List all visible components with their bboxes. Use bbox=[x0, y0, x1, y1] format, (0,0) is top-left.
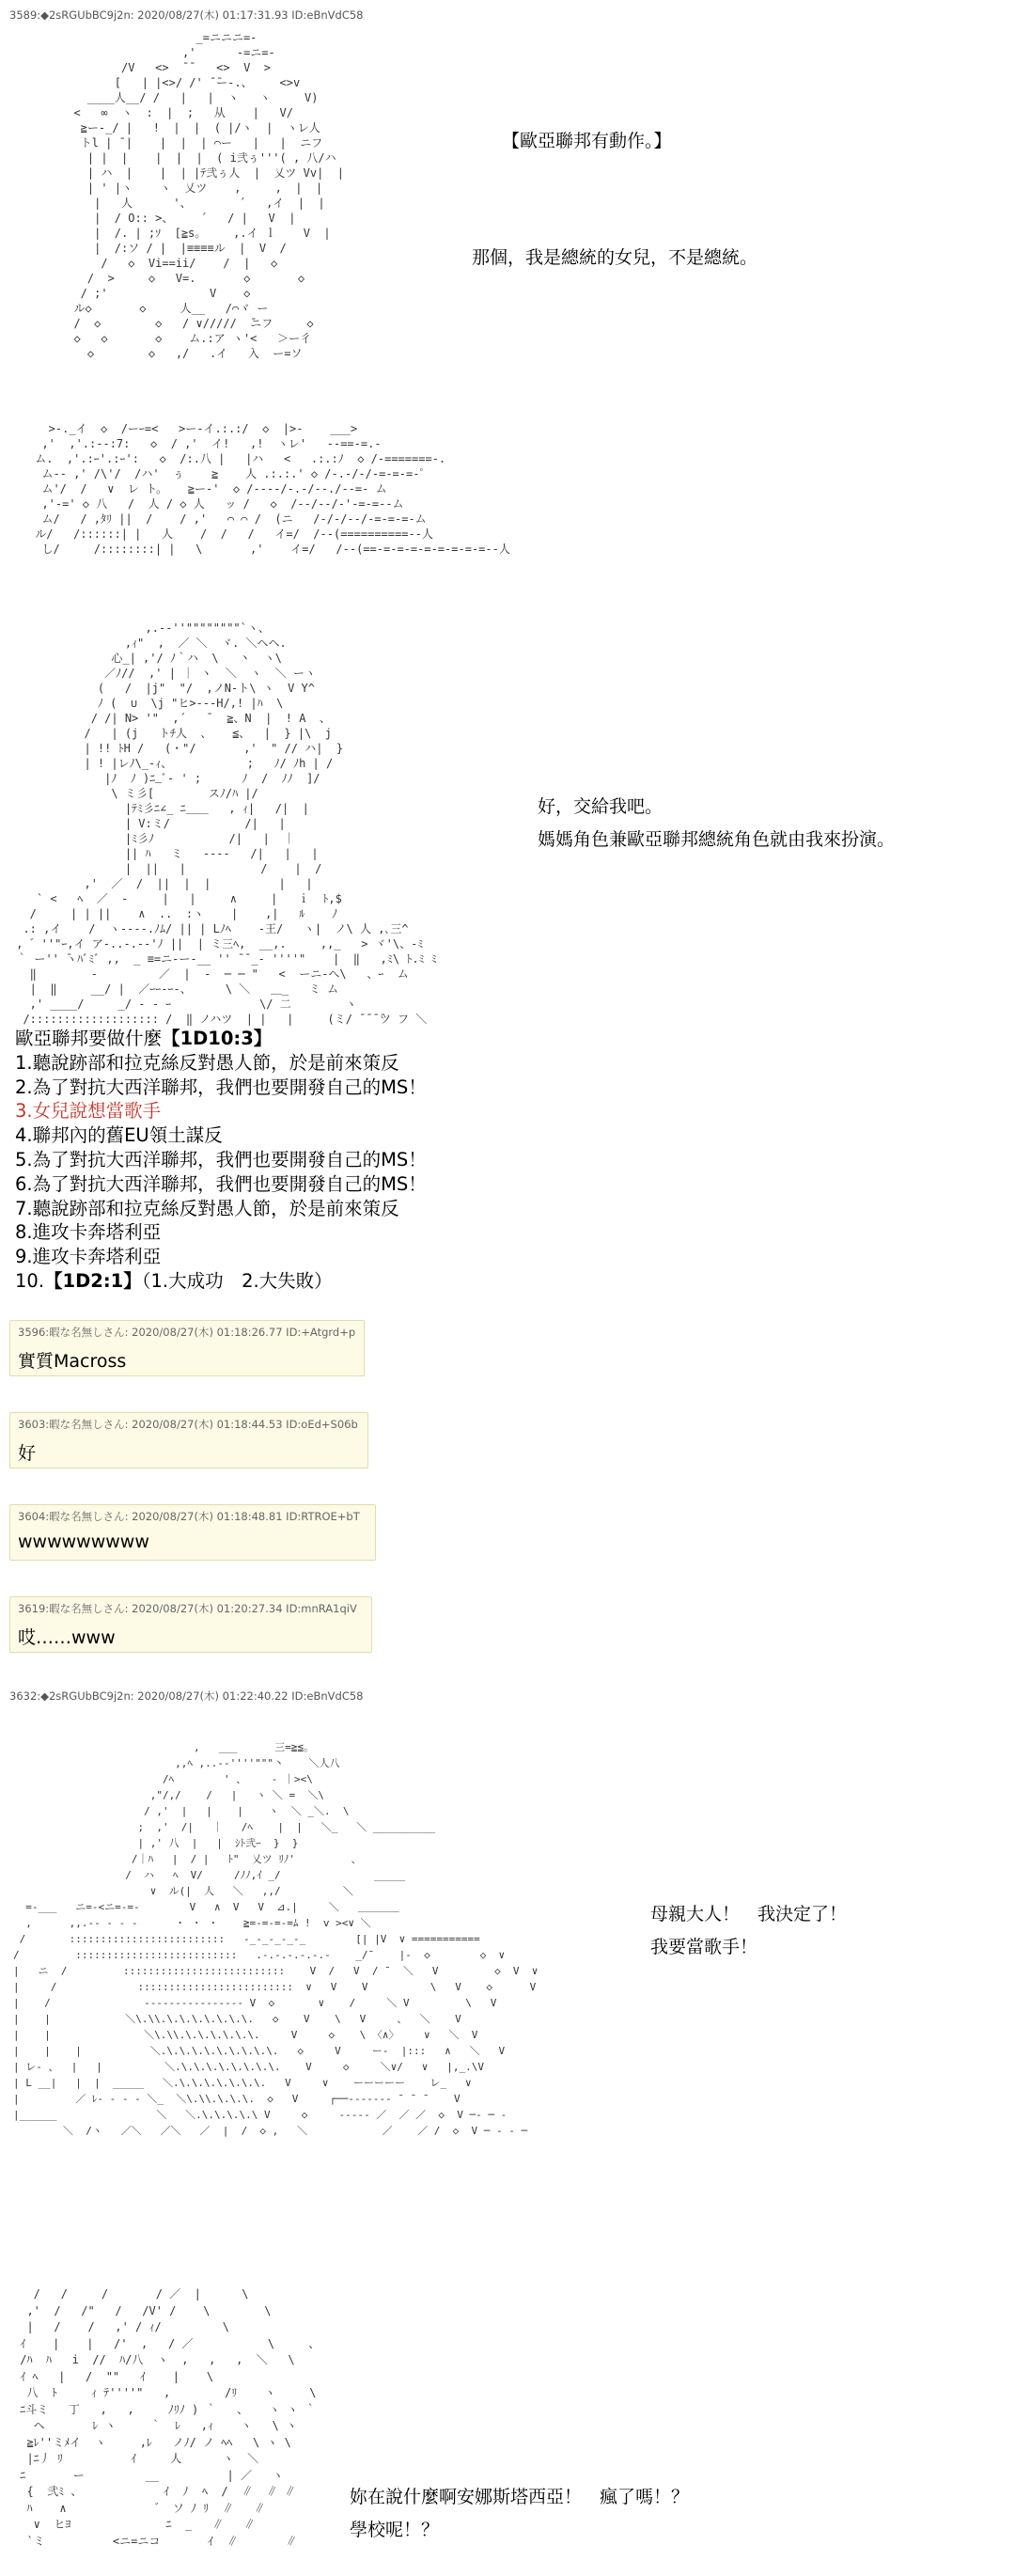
vote-list bbox=[15, 1027, 427, 1294]
reply-box bbox=[9, 1320, 365, 1376]
dialogue-block bbox=[350, 2482, 689, 2546]
reply-body: 哎……www bbox=[18, 1627, 116, 1648]
dialogue-line: 母親大人！ 我決定了！ bbox=[650, 1904, 848, 1924]
narration-caption: 【歐亞聯邦有動作。】 bbox=[502, 131, 672, 151]
vote-option: 4.聯邦內的舊EU領土謀反 bbox=[15, 1124, 223, 1147]
reply-meta: 3603:暇な名無しさん: 2020/08/27(木) 01:18:44.53 ID:oEd+S06b bbox=[18, 1418, 358, 1431]
vote-option: 5.為了對抗大西洋聯邦，我們也要開發自己的MS！ bbox=[15, 1148, 427, 1170]
vote-option-text: （1.大成功 2.大失敗） bbox=[141, 1269, 333, 1292]
vote-option: 9.進攻卡奔塔利亞 bbox=[15, 1246, 162, 1268]
dice-result: 【1D2:1】 bbox=[44, 1269, 142, 1292]
vote-option: 6.為了對抗大西洋聯邦，我們也要開發自己的MS！ bbox=[15, 1172, 427, 1195]
dialogue-line: 好，交給我吧。 bbox=[538, 796, 664, 817]
dice-result: 【1D10:3】 bbox=[162, 1028, 273, 1049]
dialogue-block bbox=[650, 1899, 847, 1963]
reply-body: 實質Macross bbox=[18, 1351, 127, 1372]
dialogue-line: 我要當歌手！ bbox=[650, 1937, 758, 1957]
vote-option: 8.進攻卡奔塔利亞 bbox=[15, 1221, 162, 1244]
vote-option-number: 10. bbox=[15, 1269, 45, 1292]
reply-meta: 3604:暇な名無しさん: 2020/08/27(木) 01:18:48.81 ID:RTROE+bT bbox=[18, 1510, 360, 1523]
vote-option: 2.為了對抗大西洋聯邦，我們也要開發自己的MS！ bbox=[15, 1076, 427, 1098]
vote-title-text: 歐亞聯邦要做什麼 bbox=[15, 1028, 163, 1049]
aa-art-speaker-1: _=ニニニ=- ,' -=ニ=- /V <> ̄ ̄ <> V > [ | |<>/ /' ̄ ̄ー-.、 <>v ____人__/ / | | ヽ ヽ V) < ∞ ヽ : | ; 从 | V/ ≧ー-_/ | ! | | ( |/ヽ | ヽレ人 トl | ̄ | | | | ⌒ー | | ニフ | | | | | | ( i弐ぅ'''( , 八/ハ | ハ | | | |ﾃ弐ぅ人 | 乂ツ Vv| | | ' |ヽ ヽ 乂ツ , , | | | 人 '、 ´ ,イ | | | / O:: >、 ´ / | V | | /. | ;ｿ [≧s。 ,.イ ｌ V | | /:ソ / | |≡≡≡≡ル | V / / ◇ Vi==ii/ / | ◇ / > ◇ V=. ◇ ◇ / ;' V ◇ ル◇ ◇ 人__ /⌒ヾ ー / ◇ ◇ / ∨///// ̄ニフ ◇ ◇ ◇ ◇ ム.:ア ヽ'< ＞ー彳 ◇ ◇ ,/ .イ 入 ー=ソ bbox=[73, 31, 344, 360]
reply-meta: 3619:暇な名無しさん: 2020/08/27(木) 01:20:27.34 ID:mnRA1qiV bbox=[18, 1602, 357, 1615]
vote-option bbox=[15, 1269, 427, 1294]
dialogue-line: 學校呢！？ bbox=[350, 2520, 440, 2540]
post-header: 3632:◆2sRGUbBC9j2n: 2020/08/27(木) 01:22:40.22 ID:eBnVdC58 bbox=[9, 1689, 364, 1703]
reply-meta: 3596:暇な名無しさん: 2020/08/27(木) 01:18:26.77 ID:+Atgrd+p bbox=[18, 1326, 356, 1339]
post-header: 3589:◆2sRGUbBC9j2n: 2020/08/27(木) 01:17:31.93 ID:eBnVdC58 bbox=[9, 8, 364, 22]
dialogue-line: 妳在說什麼啊安娜斯塔西亞！ 瘋了嗎！？ bbox=[350, 2487, 690, 2507]
vote-option-selected: 3.女兒說想當歌手 bbox=[15, 1100, 162, 1123]
reply-box bbox=[9, 1504, 376, 1561]
dialogue-line: 媽媽角色兼歐亞聯邦總統角色就由我來扮演。 bbox=[538, 829, 896, 850]
reply-body: 好 bbox=[18, 1443, 37, 1464]
reply-box bbox=[9, 1596, 372, 1653]
vote-option: 7.聽說跡部和拉克絲反對愚人節，於是前來策反 bbox=[15, 1197, 399, 1219]
dialogue-line: 那個，我是總統的女兒，不是總統。 bbox=[472, 247, 758, 268]
vote-option: 1.聽說跡部和拉克絲反對愚人節，於是前來策反 bbox=[15, 1051, 399, 1074]
aa-art-speaker-1-lower: >-._イ ◇ /ーｰ=< >ー-イ.:.:/ ◇ |>- ___> ,' ,'.:--:7: ◇ / ,' イ! ,! ヽレ' -‐==‐=.‐ ム. ,'.:ｰ'.:ｰ': ◇ /:.八 | |ハ < .:.:ﾉ ◇ /-=======-. ム-- ,' /\'/ /ハ' ぅ ≧ 人 .:.:.' ◇ /-.-/-/-=-=-=-ﾟ ム'/ / ∨ レ ト。 ≧ー-' ◇ /----/-.-/--./--=- ム ,'-=' ◇ 八 / 人 / ◇ 人 ッ / ◇ /--/--/-'-=-=--ム ム/ / ,ﾀﾘ || / / ,' ⌒ ⌒ / (ニ /-/-/--/-=-=-=-ム ル/ /::::::| | 人 / / / イ=/ /--(==========--人 し/ /::::::::| | \ ,' イ=/ /--(==-=-=-=-=-=-=-=-=--人 bbox=[35, 422, 510, 556]
reply-body: wwwwwwwww bbox=[18, 1531, 149, 1552]
aa-art-speaker-3: , ___ 三=≧≦。 ,,ﾍ ,..-‐''''"""丶 ＼人八 /ﾍ ' 、 - ｜><\ ,"/,/ / | ヽ ＼ = ＼\ / ,' | | | ヽ ＼ _＼. \ ; ,' /| ｜ /ﾍ | | ＼_ ＼ __________ | ,' 八 | | ｼﾄ弐ｰ } } /｜ﾊ | / | ﾄ" 乂ツ ﾘﾉ' 、 / ハ ﾍ V/ /ﾉﾉ,ｲ _/ _____ ∨ ル(| 人 ＼ ,,/ ＼ =-___ ニ=-<ニ=-=- V ∧ V V ⊿.| ＼ ＿＿＿＿ , ,,.-‐ ‐ ‐ ‐ ・ ・ ・ ≧=-=-=-=ﾑ ! v ><∨ ＼ / ::::::::::::::::::::::::: -_-_-_-_-_ [| |V ∨ =========== / :::::::::::::::::::::::::: .-.-.-.-.-.- _/¯ |- ◇ ◇ ∨ | ニ / :::::::::::::::::::::::::: V / V / ¯ ＼ V ◇ V ∨ | / ::::::::::::::::::::::::: ∨ V V \ V ◇ V | / ---------------- V ◇ ∨ / ＼ V \ V | | ＼\.\\.\.\.\.\.\.\.\. ◇ V \ V 、 ＼ V | | ＼\.\\.\.\.\.\.\.\. V ◇ \ 〈∧〉 ∨ ＼ V | | | ＼.\.\.\.\.\.\.\.\.\. ◇ V ー‐ |::: ∧ ＼ V | レ- 、 | | ＼.\.\.\.\.\.\.\.\. V ◇ ＼∨/ ∨ |,_.\V | L __| | | _____ ＼.\.\.\.\.\.\.\. V ∨ ーーーーー レ_ ∨ | ／ ﾚ‐ ‐ ‐ ‐ ＼_ ＼\.\\.\.\.\. ◇ V ┌──‐‐‐‐‐‐‐ ¯ ¯ ¯ V |______ ＼ ＼.\.\.\.\.\ V ◇ ‐‐‐‐‐ ／ ／ ／ ◇ V ─‐ ─ ‐ ＼ /ヽ ／＼ ／＼ ／ | / ◇ , ＼ ／ ／ / ◇ V ─ ‐ ‐ ─ bbox=[13, 1741, 539, 2137]
aa-art-speaker-2: ,.-‐''""""""""`ヽ、 ,ｨ" , ／ ＼ ヾ. ＼ヘヘ. 心_| ,'/ ﾉ｀ハ \ 丶 ヽ\ ／ﾉ// ,' | ｜ ヽ ＼ ヽ ＼ ーヽ ( / |j" "/ ,ノN-ト\ ヽ V Y^ ﾉ ( ∪ \j "ヒ>--‐H/,! |ﾊ \ / /| N> '" ,´ ̄ ≧、N | ! A 、 / | (j トﾁ人 、 ≦、 | } |\ j | !! ﾄH / (・"/ ,' " // ハ| } | ! |レﾉ\_-ｨ、 ; ﾉ/ ﾉh | / |ﾉ ﾉ )ﾆ_ﾞ‐ ' ; ﾉ / ﾉﾉ ]/ \ ミ彡[ スﾉ/ﾊ |/ |ﾃﾐ彡ﾆ∠_ ﾆ＿＿ , ｨ| /| | | V:ミ/ /| | |ﾐ彡ﾉ /| | ｜ || ﾊ ミ ‐‐‐‐ /| | | | || | / | / ,' ／ / || | | | | ` < ﾍ ／ ‐ | | ∧ | ｉ ﾄ,$ / | | || ∧ .. :ヽ | ,| ﾙ ﾉ .: ,イ / ヽ-‐--.ﾉﾑ/ || | Lﾉﾍ ‐王/ ヽ| ノ\ 人 ,､三^ , ゛''"ｰ,イ ア-..-.-‐'ﾉ || | ミ三ﾍ, __,. ,,_ > ヾ'\、‐ﾐ ｀ ー'' ̄ヽﾊﾞﾐﾞ ,, _ ≡=ニ‐ー‐__ '' ̄ ̄ _‐ ''''" | ‖ ,ﾐ\ ﾄ.ﾐ ﾐ ‖ ‐ ／ | - ─ ─ " < ーニ‐へ\ 、ｰ ム | ‖ __/ | ／ｰｰ‐ｰ-、 \ ＼ ＿_ ミ ム ,' ____/ _/ ‐ ‐ ｰ \/ 二 ヽ /::::::::::::::::::: / ‖ ノハツ | | | (ミ/ ̄ ̄ ̄ ̄ツ フ ＼ bbox=[16, 621, 437, 1026]
vote-title bbox=[15, 1027, 427, 1051]
aa-art-speaker-4: / / / / ／ | \ ,' / /" / /V' / \ \ | / / ,' / ｨ/ \ ｲ | | /' , / ／ \ 、 /ﾊ ﾊ i // ﾊ/八 ヽ , , , ＼ \ ｲ ﾍ | / "" ｲ | \ 八 ﾄ ｨ ﾃ''''" , /ﾘ ヽ \ ﾆ斗ミ 丁 , , ﾉﾘﾉ ) ｀ 、 ヽ ヽ ｀ ヘ ﾚ ヽ ｀ ﾚ ,ｨ ヽ \ ヽ ≧ﾚ''ミﾒイ ヽ ,ﾚ ノﾉ/ ノ ﾍﾍ \ ヽ \ |ﾆ丿 ﾘ ｲ 人 ヽ ＼ ﾆ ー __ | ／ ヽ { 弐ﾐ 、 ｲ ﾉ ﾍ / ∥ ∥ ∥ ﾊ ∧ ゛ ソ ﾉ ﾘ ∥ ∥ ∨ ヒﾖ ﾆ _ ∥ ∥ `ミ <ニ=ニコ ｲ ∥ ∥ bbox=[20, 2287, 320, 2548]
reply-box bbox=[9, 1412, 368, 1469]
dialogue-block bbox=[538, 792, 895, 856]
